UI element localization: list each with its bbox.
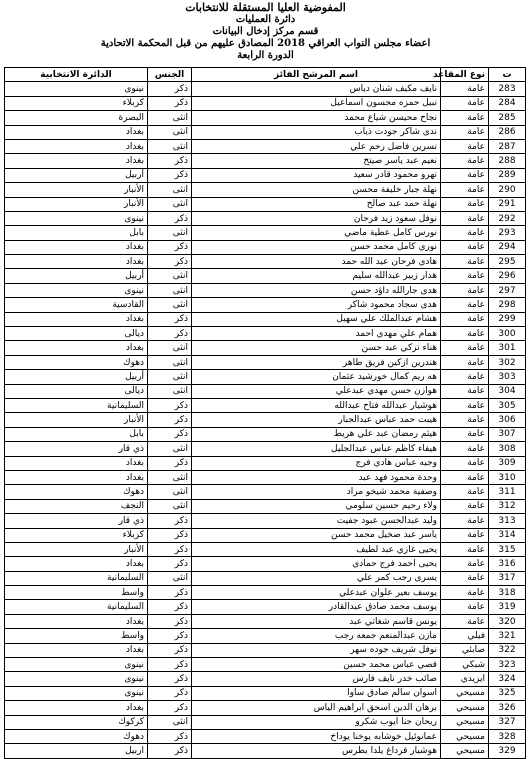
table-row — [5, 398, 526, 412]
seat-type-cell: مسيحي — [441, 701, 489, 715]
member-name-cell: همام علي مهدي احمد — [192, 327, 441, 341]
gender-cell: انثى — [148, 571, 192, 585]
member-name-cell: هوشيار قرداغ يلدا بطرس — [192, 744, 441, 758]
row-number-cell: 297 — [489, 283, 526, 297]
table-row — [5, 744, 526, 758]
row-number-cell: 317 — [489, 571, 526, 585]
seat-type-cell: عامة — [441, 600, 489, 614]
member-name-cell: هيثم رمضان عبد علي هريط — [192, 427, 441, 441]
gender-cell: ذكر — [148, 729, 192, 743]
gender-cell: ذكر — [148, 456, 192, 470]
row-number-cell: 308 — [489, 442, 526, 456]
session-title: الدورة الرابعة — [237, 50, 294, 61]
table-row — [5, 528, 526, 542]
seat-type-cell: عامة — [441, 614, 489, 628]
gender-cell: ذكر — [148, 643, 192, 657]
row-number-cell: 296 — [489, 269, 526, 283]
row-number-cell: 293 — [489, 226, 526, 240]
member-name-cell: اسوان سالم صادق ساوا — [192, 686, 441, 700]
seat-type-cell: فيلي — [441, 629, 489, 643]
row-number-cell: 291 — [489, 197, 526, 211]
member-name-cell: نوفل سعود زيد فرحان — [192, 211, 441, 225]
seat-type-cell: عامة — [441, 283, 489, 297]
row-number-cell: 309 — [489, 456, 526, 470]
table-row — [5, 96, 526, 110]
row-number-cell: 314 — [489, 528, 526, 542]
row-number-cell: 298 — [489, 298, 526, 312]
member-name-cell: هه ريم كمال خورشيد عثمان — [192, 370, 441, 384]
member-name-cell: ندى شاكر جودت ذياب — [192, 125, 441, 139]
row-number-cell: 323 — [489, 658, 526, 672]
gender-cell: ذكر — [148, 96, 192, 110]
row-number-cell: 286 — [489, 125, 526, 139]
gender-cell: ذكر — [148, 413, 192, 427]
column-header-district: الدائرة الانتخابية — [5, 68, 148, 82]
gender-cell: ذكر — [148, 614, 192, 628]
member-name-cell: هيبت حمد عباس عبدالجبار — [192, 413, 441, 427]
table-row — [5, 729, 526, 743]
row-number-cell: 313 — [489, 514, 526, 528]
district-cell: بغداد — [5, 125, 148, 139]
row-number-cell: 319 — [489, 600, 526, 614]
district-cell: الأنبار — [5, 542, 148, 556]
row-number-cell: 303 — [489, 370, 526, 384]
district-cell: بغداد — [5, 470, 148, 484]
seat-type-cell: ايزيدي — [441, 672, 489, 686]
gender-cell: انثى — [148, 298, 192, 312]
member-name-cell: نهلة حمد عبد صالح — [192, 197, 441, 211]
row-number-cell: 316 — [489, 557, 526, 571]
row-number-cell: 292 — [489, 211, 526, 225]
row-number-cell: 311 — [489, 485, 526, 499]
seat-type-cell: عامة — [441, 499, 489, 513]
row-number-cell: 285 — [489, 111, 526, 125]
district-cell: الأنبار — [5, 183, 148, 197]
seat-type-cell: عامة — [441, 125, 489, 139]
row-number-cell: 283 — [489, 82, 526, 96]
column-header-number: ت — [489, 68, 526, 82]
seat-type-cell: عامة — [441, 370, 489, 384]
gender-cell: انثى — [148, 499, 192, 513]
district-cell: بغداد — [5, 643, 148, 657]
member-name-cell: وليد عبدالحسن عبود جفيت — [192, 514, 441, 528]
member-name-cell: نوفل شريف جوده سهر — [192, 643, 441, 657]
district-cell: نينوى — [5, 82, 148, 96]
district-cell: اربيل — [5, 744, 148, 758]
district-cell: السليمانية — [5, 571, 148, 585]
row-number-cell: 304 — [489, 384, 526, 398]
row-number-cell: 290 — [489, 183, 526, 197]
row-number-cell: 326 — [489, 701, 526, 715]
gender-cell: ذكر — [148, 154, 192, 168]
district-cell: بغداد — [5, 456, 148, 470]
document-title: اعضاء مجلس النواب العراقي 2018 المصادق عليهم من قبل المحكمة الاتحادية — [100, 38, 431, 49]
table-row — [5, 701, 526, 715]
member-name-cell: ولاء رحيم حسين سلومي — [192, 499, 441, 513]
seat-type-cell: عامة — [441, 542, 489, 556]
gender-cell: انثى — [148, 470, 192, 484]
table-row — [5, 384, 526, 398]
district-cell: البصرة — [5, 111, 148, 125]
district-cell: القادسية — [5, 298, 148, 312]
member-name-cell: نايف مكيف شنان دياس — [192, 82, 441, 96]
row-number-cell: 289 — [489, 168, 526, 182]
row-number-cell: 305 — [489, 398, 526, 412]
gender-cell: ذكر — [148, 744, 192, 758]
gender-cell: ذكر — [148, 542, 192, 556]
gender-cell: انثى — [148, 283, 192, 297]
column-header-seat-type: نوع المقاعد — [441, 68, 489, 82]
table-row — [5, 542, 526, 556]
seat-type-cell: عامة — [441, 211, 489, 225]
seat-type-cell: عامة — [441, 341, 489, 355]
district-cell: الأنبار — [5, 413, 148, 427]
table-row — [5, 226, 526, 240]
gender-cell: ذكر — [148, 312, 192, 326]
seat-type-cell: عامة — [441, 586, 489, 600]
seat-type-cell: عامة — [441, 111, 489, 125]
gender-cell: ذكر — [148, 672, 192, 686]
seat-type-cell: عامة — [441, 514, 489, 528]
seat-type-cell: عامة — [441, 327, 489, 341]
district-cell: بغداد — [5, 701, 148, 715]
seat-type-cell: صابئي — [441, 643, 489, 657]
member-name-cell: هدار زبير عبدالله سليم — [192, 269, 441, 283]
member-name-cell: صائب خدر نايف فارس — [192, 672, 441, 686]
seat-type-cell: شبكي — [441, 658, 489, 672]
gender-cell: انثى — [148, 341, 192, 355]
gender-cell: انثى — [148, 485, 192, 499]
table-row — [5, 413, 526, 427]
gender-cell: انثى — [148, 226, 192, 240]
row-number-cell: 328 — [489, 729, 526, 743]
table-row — [5, 557, 526, 571]
district-cell: السليمانية — [5, 398, 148, 412]
seat-type-cell: عامة — [441, 485, 489, 499]
district-cell: نينوى — [5, 283, 148, 297]
table-row — [5, 82, 526, 96]
seat-type-cell: عامة — [441, 528, 489, 542]
seat-type-cell: عامة — [441, 456, 489, 470]
column-header-gender: الجنس — [148, 68, 192, 82]
district-cell: بابل — [5, 226, 148, 240]
gender-cell: ذكر — [148, 586, 192, 600]
gender-cell: ذكر — [148, 600, 192, 614]
row-number-cell: 288 — [489, 154, 526, 168]
district-cell: كربلاء — [5, 528, 148, 542]
table-row — [5, 499, 526, 513]
member-name-cell: نبيل حمزه محسون اسماعيل — [192, 96, 441, 110]
district-cell: السليمانية — [5, 600, 148, 614]
member-name-cell: ريحان حنا ايوب شكرو — [192, 715, 441, 729]
seat-type-cell: عامة — [441, 226, 489, 240]
member-name-cell: هوازن حسن مهدي عبدعلي — [192, 384, 441, 398]
seat-type-cell: مسيحي — [441, 686, 489, 700]
table-header-row — [5, 68, 526, 82]
district-cell: بغداد — [5, 312, 148, 326]
gender-cell: انثى — [148, 183, 192, 197]
district-cell: ديالى — [5, 327, 148, 341]
district-cell: بغداد — [5, 614, 148, 628]
table-row — [5, 197, 526, 211]
seat-type-cell: مسيحي — [441, 744, 489, 758]
district-cell: نينوى — [5, 672, 148, 686]
seat-type-cell: عامة — [441, 413, 489, 427]
member-name-cell: هشام عبدالملك علي سهيل — [192, 312, 441, 326]
table-row — [5, 154, 526, 168]
member-name-cell: يوسف بعير علوان عبدعلي — [192, 586, 441, 600]
table-row — [5, 355, 526, 369]
table-row — [5, 658, 526, 672]
district-cell: بابل — [5, 427, 148, 441]
district-cell: بغداد — [5, 139, 148, 153]
table-row — [5, 456, 526, 470]
table-row — [5, 514, 526, 528]
table-row — [5, 312, 526, 326]
row-number-cell: 302 — [489, 355, 526, 369]
member-name-cell: مازن عبدالمنعم جمعه رجب — [192, 629, 441, 643]
seat-type-cell: عامة — [441, 312, 489, 326]
seat-type-cell: مسيحي — [441, 729, 489, 743]
gender-cell: ذكر — [148, 327, 192, 341]
table-row — [5, 586, 526, 600]
member-name-cell: هدى جارالله داؤد حسن — [192, 283, 441, 297]
district-cell: الأنبار — [5, 197, 148, 211]
seat-type-cell: عامة — [441, 571, 489, 585]
table-row — [5, 370, 526, 384]
row-number-cell: 324 — [489, 672, 526, 686]
member-name-cell: وصفية محمد شيخو مراد — [192, 485, 441, 499]
seat-type-cell: عامة — [441, 470, 489, 484]
row-number-cell: 306 — [489, 413, 526, 427]
gender-cell: ذكر — [148, 427, 192, 441]
gender-cell: انثى — [148, 442, 192, 456]
table-row — [5, 211, 526, 225]
seat-type-cell: عامة — [441, 442, 489, 456]
seat-type-cell: عامة — [441, 427, 489, 441]
table-row — [5, 298, 526, 312]
table-row — [5, 600, 526, 614]
member-name-cell: نورس كامل عطية ماضي — [192, 226, 441, 240]
member-name-cell: برهان الدين اسحق ابراهيم الياس — [192, 701, 441, 715]
member-name-cell: عمانوئيل خوشابه يوخنا يوداخ — [192, 729, 441, 743]
row-number-cell: 284 — [489, 96, 526, 110]
district-cell: دهوك — [5, 485, 148, 499]
table-row — [5, 240, 526, 254]
district-cell: كركوك — [5, 715, 148, 729]
district-cell: أربيل — [5, 269, 148, 283]
row-number-cell: 300 — [489, 327, 526, 341]
members-table — [4, 67, 526, 759]
gender-cell: ذكر — [148, 168, 192, 182]
gender-cell: انثى — [148, 139, 192, 153]
gender-cell: انثى — [148, 111, 192, 125]
member-name-cell: وجيه عباس هادي فرج — [192, 456, 441, 470]
table-row — [5, 629, 526, 643]
gender-cell: انثى — [148, 269, 192, 283]
gender-cell: ذكر — [148, 629, 192, 643]
row-number-cell: 310 — [489, 470, 526, 484]
row-number-cell: 312 — [489, 499, 526, 513]
row-number-cell: 294 — [489, 240, 526, 254]
member-name-cell: نهرو محمود قادر سعيد — [192, 168, 441, 182]
table-row — [5, 111, 526, 125]
gender-cell: انثى — [148, 355, 192, 369]
district-cell: أربيل — [5, 168, 148, 182]
member-name-cell: يحيى احمد فرج حمادي — [192, 557, 441, 571]
district-cell: ذي قار — [5, 514, 148, 528]
member-name-cell: هوشيار عبدالله فتاح عبدالله — [192, 398, 441, 412]
seat-type-cell: عامة — [441, 139, 489, 153]
seat-type-cell: مسيحي — [441, 715, 489, 729]
row-number-cell: 321 — [489, 629, 526, 643]
seat-type-cell: عامة — [441, 240, 489, 254]
column-header-name: اسم المرشح الفائز — [192, 68, 441, 82]
row-number-cell: 301 — [489, 341, 526, 355]
member-name-cell: ياسر عبد صخيل محمد حسن — [192, 528, 441, 542]
member-name-cell: نجاح محيسن شياع محمد — [192, 111, 441, 125]
seat-type-cell: عامة — [441, 269, 489, 283]
table-row — [5, 269, 526, 283]
document-header — [0, 0, 531, 62]
district-cell: أربيل — [5, 370, 148, 384]
gender-cell: ذكر — [148, 686, 192, 700]
gender-cell: انثى — [148, 715, 192, 729]
table-row — [5, 139, 526, 153]
table-row — [5, 715, 526, 729]
seat-type-cell: عامة — [441, 355, 489, 369]
member-name-cell: هدى سجاد محمود شاكر — [192, 298, 441, 312]
row-number-cell: 307 — [489, 427, 526, 441]
gender-cell: ذكر — [148, 658, 192, 672]
district-cell: واسط — [5, 586, 148, 600]
district-cell: بغداد — [5, 154, 148, 168]
seat-type-cell: عامة — [441, 197, 489, 211]
district-cell: واسط — [5, 629, 148, 643]
district-cell: نينوى — [5, 658, 148, 672]
member-name-cell: نسرين فاضل رحم علي — [192, 139, 441, 153]
seat-type-cell: عامة — [441, 96, 489, 110]
table-row — [5, 571, 526, 585]
table-row — [5, 614, 526, 628]
gender-cell: انثى — [148, 384, 192, 398]
member-name-cell: هادي فرحان عبد الله حمد — [192, 255, 441, 269]
district-cell: دهوك — [5, 729, 148, 743]
seat-type-cell: عامة — [441, 183, 489, 197]
member-name-cell: وحدة محمود فهد عبد — [192, 470, 441, 484]
seat-type-cell: عامة — [441, 255, 489, 269]
district-cell: ذي قار — [5, 442, 148, 456]
gender-cell: ذكر — [148, 514, 192, 528]
department-title: دائرة العمليات — [235, 14, 296, 25]
gender-cell: ذكر — [148, 701, 192, 715]
commission-title: المفوضية العليا المستقلة للانتخابات — [185, 1, 346, 14]
district-cell: دهوك — [5, 355, 148, 369]
gender-cell: ذكر — [148, 240, 192, 254]
gender-cell: ذكر — [148, 255, 192, 269]
district-cell: النجف — [5, 499, 148, 513]
seat-type-cell: عامة — [441, 557, 489, 571]
member-name-cell: يسرى رجب كمر علي — [192, 571, 441, 585]
district-cell: كربلاء — [5, 96, 148, 110]
district-cell: بغداد — [5, 557, 148, 571]
table-row — [5, 672, 526, 686]
table-row — [5, 327, 526, 341]
member-name-cell: نهلة جبار خليفة محسن — [192, 183, 441, 197]
gender-cell: ذكر — [148, 82, 192, 96]
gender-cell: ذكر — [148, 528, 192, 542]
district-cell: بغداد — [5, 341, 148, 355]
member-name-cell: يوسف محمد صادق عبدالقادر — [192, 600, 441, 614]
district-cell: نينوى — [5, 686, 148, 700]
member-name-cell: قصي عباس محمد حسين — [192, 658, 441, 672]
gender-cell: ذكر — [148, 398, 192, 412]
table-row — [5, 470, 526, 484]
section-title: قسم مركز إدخال البيانات — [212, 26, 319, 37]
seat-type-cell: عامة — [441, 298, 489, 312]
row-number-cell: 315 — [489, 542, 526, 556]
seat-type-cell: عامة — [441, 154, 489, 168]
row-number-cell: 327 — [489, 715, 526, 729]
gender-cell: انثى — [148, 125, 192, 139]
member-name-cell: هناء تركي عبد حسن — [192, 341, 441, 355]
row-number-cell: 295 — [489, 255, 526, 269]
gender-cell: ذكر — [148, 211, 192, 225]
member-name-cell: يحيى غازي عبد لطيف — [192, 542, 441, 556]
table-row — [5, 427, 526, 441]
row-number-cell: 329 — [489, 744, 526, 758]
district-cell: نينوى — [5, 211, 148, 225]
table-row — [5, 255, 526, 269]
row-number-cell: 322 — [489, 643, 526, 657]
row-number-cell: 325 — [489, 686, 526, 700]
member-name-cell: هندرين ازكين فريق طاهر — [192, 355, 441, 369]
member-name-cell: يونس قاسم شغاتي عبد — [192, 614, 441, 628]
gender-cell: ذكر — [148, 557, 192, 571]
gender-cell: انثى — [148, 370, 192, 384]
table-row — [5, 168, 526, 182]
row-number-cell: 320 — [489, 614, 526, 628]
district-cell: ديالى — [5, 384, 148, 398]
gender-cell: انثى — [148, 197, 192, 211]
seat-type-cell: عامة — [441, 168, 489, 182]
district-cell: بغداد — [5, 255, 148, 269]
member-name-cell: نوري كامل محمد حسن — [192, 240, 441, 254]
table-row — [5, 686, 526, 700]
seat-type-cell: عامة — [441, 398, 489, 412]
district-cell: بغداد — [5, 240, 148, 254]
member-name-cell: نعيم عبد ياسر صيتخ — [192, 154, 441, 168]
table-row — [5, 643, 526, 657]
row-number-cell: 318 — [489, 586, 526, 600]
table-row — [5, 442, 526, 456]
table-row — [5, 183, 526, 197]
member-name-cell: هيفاء كاظم عباس عبدالجليل — [192, 442, 441, 456]
table-row — [5, 485, 526, 499]
seat-type-cell: عامة — [441, 82, 489, 96]
row-number-cell: 299 — [489, 312, 526, 326]
table-row — [5, 283, 526, 297]
table-row — [5, 125, 526, 139]
row-number-cell: 287 — [489, 139, 526, 153]
table-row — [5, 341, 526, 355]
seat-type-cell: عامة — [441, 384, 489, 398]
